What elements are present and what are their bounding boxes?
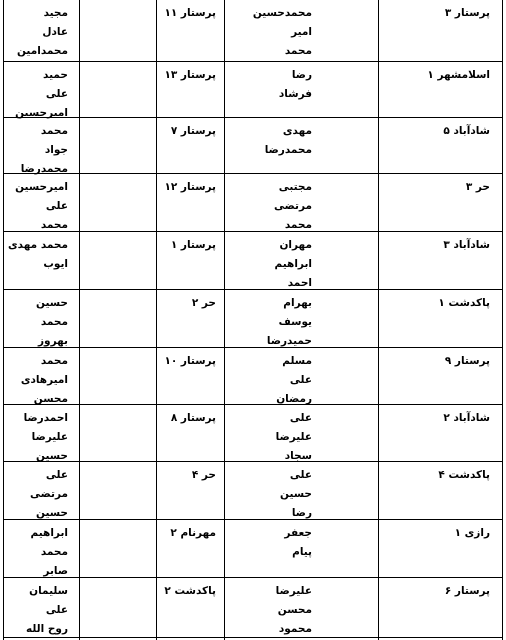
team-label: حر ۳ [465, 181, 490, 193]
team-name [164, 178, 216, 197]
team-name [438, 294, 490, 313]
member-names [30, 466, 68, 523]
member-name: محمدامین [16, 45, 68, 57]
member-names [280, 466, 312, 523]
team-name [443, 236, 490, 255]
team-name [164, 582, 216, 601]
member-name: علی [289, 374, 312, 386]
team-name [170, 524, 216, 543]
member-name: محسن [33, 393, 68, 405]
member-names [265, 122, 312, 160]
member-name: مجید [43, 7, 68, 19]
member-name: محمدرضا [20, 163, 68, 175]
member-name: رضا [291, 507, 312, 519]
member-name: حمیدرضا [266, 335, 312, 347]
team-label: اسلامشهر ۱ [427, 69, 490, 81]
member-names [21, 122, 68, 179]
member-name: محمدحسین [252, 7, 312, 19]
member-name: حسین [36, 297, 68, 309]
member-name: رمضان [276, 393, 312, 405]
member-name: احمد [287, 277, 312, 289]
team-name [164, 4, 216, 23]
roster-table [3, 0, 503, 640]
member-name: حسین [36, 507, 68, 519]
member-name: محمد [40, 316, 68, 328]
member-name: محسن [277, 604, 312, 616]
member-name: احمدرضا [23, 412, 68, 424]
team-label: پاکدشت ۱ [438, 297, 490, 309]
member-name: ایوب [43, 258, 68, 270]
member-name: حسین [280, 488, 312, 500]
team-name [192, 466, 216, 485]
member-name: امیرحسین [15, 181, 68, 193]
member-name: محمود [278, 623, 312, 635]
team-name [466, 178, 490, 197]
table-row [4, 520, 502, 578]
team-label: پرستار ۸ [170, 412, 216, 424]
member-name: مهدی [282, 125, 312, 137]
member-names [276, 352, 312, 409]
member-name: علی [289, 469, 312, 481]
team-label: پرستار ۱ [170, 239, 216, 251]
member-name: محمد [40, 355, 68, 367]
team-name [443, 409, 490, 428]
team-name [455, 524, 490, 543]
team-name [438, 466, 490, 485]
member-name: محمد [40, 219, 68, 231]
team-label: حر ۴ [191, 469, 216, 481]
member-names [267, 294, 312, 351]
member-name: مرتضی [30, 488, 68, 500]
member-names [8, 236, 68, 274]
table-row [4, 232, 502, 290]
team-name [164, 66, 216, 85]
team-name [443, 122, 490, 141]
member-name: علی [45, 200, 68, 212]
member-names [36, 294, 68, 351]
member-name: علی [45, 88, 68, 100]
table-row [4, 462, 502, 520]
team-label: شادآباد ۳ [443, 239, 490, 251]
member-name: محمد [284, 219, 312, 231]
member-name: بهرام [283, 297, 312, 309]
member-name: فرشاد [278, 88, 312, 100]
table-row [4, 578, 502, 638]
team-label: پاکدشت ۴ [438, 469, 490, 481]
member-name: حسین [36, 450, 68, 462]
member-name: علیرضا [275, 431, 312, 443]
team-name [164, 352, 216, 371]
team-name [192, 294, 216, 313]
table-row [4, 174, 502, 232]
table-row [4, 405, 502, 462]
team-label: پرستار ۱۱ [164, 7, 216, 19]
member-name: مجتبی [278, 181, 312, 193]
member-name: محمد [40, 125, 68, 137]
team-label: پرستار ۳ [444, 7, 490, 19]
team-name [445, 582, 490, 601]
member-names [284, 524, 312, 562]
member-name: علی [45, 469, 68, 481]
member-name: ابراهیم [274, 258, 312, 270]
team-name [445, 352, 490, 371]
team-label: رازی ۱ [454, 527, 490, 539]
member-names [15, 66, 68, 123]
member-name: امیر [291, 26, 312, 38]
member-name: سلیمان [29, 585, 68, 597]
member-name: امیرهادی [20, 374, 68, 386]
member-names [274, 178, 312, 235]
table-row [4, 0, 502, 62]
member-name: علی [289, 412, 312, 424]
team-name [171, 236, 216, 255]
team-label: مهرنام ۲ [170, 527, 216, 539]
member-name: محمدرضا [264, 144, 312, 156]
member-names [31, 524, 68, 581]
member-names [15, 178, 68, 235]
team-label: پرستار ۷ [170, 125, 216, 137]
member-name: محمد [284, 45, 312, 57]
member-names [279, 66, 312, 104]
table-row [4, 348, 502, 405]
member-name: علیرضا [31, 431, 68, 443]
member-name: مهران [279, 239, 312, 251]
member-names [17, 4, 68, 61]
member-name: یوسف [278, 316, 312, 328]
member-names [276, 582, 312, 639]
member-name: روح الله [26, 623, 68, 635]
member-names [21, 352, 68, 409]
team-label: پرستار ۱۳ [164, 69, 216, 81]
member-name: رضا [291, 69, 312, 81]
team-label: حر ۲ [191, 297, 216, 309]
team-name [171, 409, 216, 428]
member-name: محمد مهدی [8, 239, 68, 251]
team-name [445, 4, 490, 23]
member-name: سجاد [284, 450, 312, 462]
team-label: پرستار ۱۲ [164, 181, 216, 193]
team-label: پرستار ۱۰ [164, 355, 216, 367]
team-label: پرستار ۶ [444, 585, 490, 597]
table-row [4, 118, 502, 174]
member-name: حمید [43, 69, 68, 81]
member-name: علی [45, 604, 68, 616]
member-name: عادل [42, 26, 68, 38]
team-label: شادآباد ۵ [443, 125, 490, 137]
team-label: پرستار ۹ [444, 355, 490, 367]
member-name: بهروز [38, 335, 68, 347]
table-row [4, 62, 502, 118]
team-label: پاکدشت ۲ [164, 585, 216, 597]
member-name: مرتضی [274, 200, 312, 212]
member-names [276, 409, 312, 466]
member-name: محمد [40, 546, 68, 558]
member-name: صابر [43, 565, 68, 577]
member-names [26, 582, 68, 639]
member-name: جعفر [284, 527, 312, 539]
team-name [427, 66, 490, 85]
member-name: ابراهیم [30, 527, 68, 539]
member-name: علیرضا [275, 585, 312, 597]
member-names [253, 4, 312, 61]
member-name: جواد [44, 144, 68, 156]
member-name: پیام [292, 546, 312, 558]
team-name [171, 122, 216, 141]
table-row [4, 290, 502, 348]
team-label: شادآباد ۲ [443, 412, 490, 424]
member-name: مسلم [282, 355, 312, 367]
member-names [24, 409, 68, 466]
member-names [275, 236, 312, 293]
member-name: امیرحسین [15, 107, 68, 119]
